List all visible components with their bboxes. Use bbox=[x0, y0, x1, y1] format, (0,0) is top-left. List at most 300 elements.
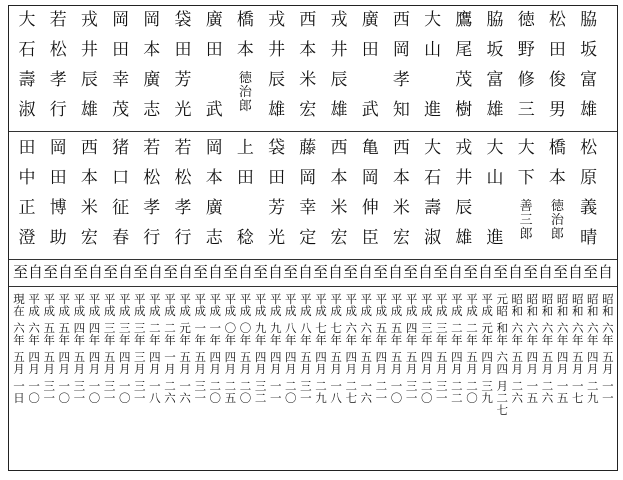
name-cell bbox=[299, 72, 316, 102]
name-cell bbox=[175, 12, 192, 42]
date-char: 年 bbox=[436, 333, 448, 347]
date-column bbox=[601, 294, 615, 405]
date-char: 三 bbox=[194, 379, 206, 393]
date-char: 年 bbox=[13, 333, 25, 347]
names-lower-column bbox=[235, 140, 255, 260]
date-char: 成 bbox=[28, 304, 40, 318]
date-column bbox=[103, 294, 117, 405]
name-char: 光 bbox=[268, 228, 286, 248]
date-column bbox=[239, 294, 253, 405]
date-char: 一 bbox=[149, 379, 161, 393]
name-cell bbox=[19, 42, 36, 72]
name-cell bbox=[206, 42, 223, 72]
date-char: 年 bbox=[330, 333, 342, 347]
name-cell bbox=[299, 102, 316, 132]
date-char: 月 bbox=[420, 362, 433, 376]
date-column bbox=[435, 294, 449, 405]
name-cell bbox=[268, 12, 285, 42]
names-upper-column bbox=[391, 12, 411, 132]
date-char: 年 bbox=[360, 333, 373, 347]
date-char: 五 bbox=[224, 391, 237, 405]
date-char: 六 bbox=[179, 391, 191, 405]
name-cell bbox=[518, 102, 535, 132]
date-char: 五 bbox=[300, 350, 312, 364]
name-cell bbox=[19, 200, 36, 230]
date-char: 五 bbox=[43, 321, 55, 335]
name-cell bbox=[424, 200, 441, 230]
name-char: 淑 bbox=[424, 228, 442, 248]
name-cell bbox=[549, 102, 566, 132]
name-char: 本 bbox=[299, 40, 317, 60]
date-char: 平 bbox=[164, 292, 176, 306]
date-char: 平 bbox=[269, 292, 282, 306]
date-char: 年 bbox=[149, 333, 161, 347]
officer-history-table bbox=[8, 5, 618, 471]
name-cell bbox=[580, 42, 597, 72]
date-char: 平 bbox=[345, 292, 357, 306]
name-cell bbox=[331, 72, 348, 102]
name-cell bbox=[549, 12, 566, 42]
date-char: 一 bbox=[602, 379, 614, 393]
name-char: 男 bbox=[548, 100, 566, 120]
date-char: 年 bbox=[103, 333, 116, 347]
date-char: 五 bbox=[541, 350, 554, 364]
name-char: 孝 bbox=[143, 198, 161, 218]
date-char: 五 bbox=[602, 350, 614, 364]
date-char: 平 bbox=[330, 292, 342, 306]
date-char: 成 bbox=[73, 304, 86, 318]
name-cell bbox=[175, 140, 192, 170]
name-cell bbox=[206, 200, 223, 230]
date-char: 月 bbox=[164, 362, 176, 376]
date-char: 月 bbox=[330, 362, 342, 376]
name-cell bbox=[362, 170, 379, 200]
date-char: 六 bbox=[28, 321, 40, 335]
name-char: 橋 bbox=[548, 138, 566, 158]
names-lower-column bbox=[547, 140, 567, 260]
date-char: 二 bbox=[209, 379, 222, 393]
name-char: 米 bbox=[330, 198, 348, 218]
names-upper-column bbox=[111, 12, 131, 132]
name-char: 松 bbox=[174, 168, 192, 188]
date-char: 成 bbox=[375, 304, 388, 318]
name-char: 廣 bbox=[361, 10, 379, 30]
date-char: 二 bbox=[511, 379, 524, 393]
date-column bbox=[223, 294, 237, 405]
date-char: 四 bbox=[315, 350, 327, 364]
name-char: 田 bbox=[112, 40, 130, 60]
name-cell bbox=[580, 140, 597, 170]
name-cell bbox=[393, 230, 410, 260]
date-char: 平 bbox=[43, 292, 55, 306]
names-upper-column bbox=[235, 12, 255, 132]
name-char: 大 bbox=[424, 138, 442, 158]
date-char: 成 bbox=[149, 304, 161, 318]
date-column bbox=[163, 294, 177, 405]
name-cell bbox=[81, 200, 98, 230]
names-lower-column bbox=[579, 140, 599, 260]
name-char: 井 bbox=[268, 40, 286, 60]
name-cell bbox=[50, 200, 67, 230]
name-cell bbox=[268, 200, 285, 230]
name-char: 西 bbox=[299, 10, 317, 30]
date-char: 成 bbox=[224, 304, 237, 318]
date-char: 四 bbox=[73, 321, 86, 335]
date-char: 年 bbox=[254, 333, 267, 347]
date-char: 成 bbox=[254, 304, 267, 318]
date-char: 平 bbox=[360, 292, 373, 306]
date-char: 一 bbox=[73, 391, 86, 405]
date-char: 一 bbox=[375, 391, 388, 405]
date-column bbox=[193, 294, 207, 405]
date-char: 二 bbox=[451, 391, 463, 405]
names-lower-column bbox=[111, 140, 131, 260]
date-char: 元 bbox=[179, 321, 191, 335]
date-column bbox=[556, 294, 570, 405]
name-char: 雄 bbox=[268, 100, 286, 120]
name-cell bbox=[455, 200, 472, 230]
name-char: 本 bbox=[80, 168, 98, 188]
date-char: 一 bbox=[28, 379, 40, 393]
date-char: 二 bbox=[239, 379, 252, 393]
date-char: 〇 bbox=[466, 391, 478, 405]
date-char: 三 bbox=[300, 379, 312, 393]
date-char: 一 bbox=[405, 391, 418, 405]
name-char: 石 bbox=[18, 40, 36, 60]
name-char: 郎 bbox=[550, 227, 564, 242]
date-char: 昭 bbox=[571, 292, 584, 306]
name-cell bbox=[580, 102, 597, 132]
name-cell bbox=[299, 170, 316, 200]
date-char: 七 bbox=[571, 391, 584, 405]
date-column bbox=[208, 294, 222, 405]
date-char: 三 bbox=[405, 379, 418, 393]
name-cell bbox=[580, 230, 597, 260]
date-char: 九 bbox=[587, 391, 599, 405]
date-char: 年 bbox=[496, 333, 508, 347]
name-cell bbox=[487, 140, 504, 170]
date-char: 和 bbox=[511, 304, 524, 318]
name-char: 本 bbox=[143, 40, 161, 60]
date-char: 七 bbox=[345, 391, 357, 405]
date-char: 成 bbox=[118, 304, 131, 318]
name-char: 宏 bbox=[330, 228, 348, 248]
name-cell bbox=[50, 72, 67, 102]
date-char: 五 bbox=[390, 350, 403, 364]
date-char: 和 bbox=[541, 304, 554, 318]
date-char: 一 bbox=[556, 379, 569, 393]
date-char: 昭 bbox=[587, 292, 599, 306]
name-char: 田 bbox=[174, 40, 192, 60]
date-char: 成 bbox=[405, 304, 418, 318]
date-char: 三 bbox=[43, 379, 55, 393]
name-char: 富 bbox=[486, 70, 504, 90]
date-char: 四 bbox=[587, 350, 599, 364]
name-char: 田 bbox=[268, 168, 286, 188]
date-char: 月 bbox=[360, 362, 373, 376]
date-char: 成 bbox=[88, 304, 101, 318]
date-char: 五 bbox=[436, 350, 448, 364]
date-char: 年 bbox=[134, 333, 146, 347]
name-char: 三 bbox=[519, 213, 533, 228]
name-char: 石 bbox=[424, 168, 442, 188]
date-char: 四 bbox=[496, 362, 508, 376]
name-char: 松 bbox=[49, 40, 67, 60]
date-char: 月 bbox=[541, 362, 554, 376]
date-char: 年 bbox=[179, 333, 191, 347]
name-char: 坂 bbox=[580, 40, 598, 60]
name-char: 茂 bbox=[455, 70, 473, 90]
date-char: 平 bbox=[315, 292, 327, 306]
name-char: 袋 bbox=[174, 10, 192, 30]
date-char: 九 bbox=[481, 391, 493, 405]
name-cell bbox=[206, 140, 223, 170]
name-cell bbox=[206, 230, 223, 260]
name-cell bbox=[393, 12, 410, 42]
name-cell bbox=[455, 170, 472, 200]
name-cell bbox=[81, 230, 98, 260]
name-cell bbox=[331, 140, 348, 170]
date-column bbox=[284, 294, 298, 405]
date-char: 年 bbox=[285, 333, 297, 347]
name-char: 岡 bbox=[299, 168, 317, 188]
date-char: 年 bbox=[571, 333, 584, 347]
name-char: 岡 bbox=[143, 10, 161, 30]
name-cell bbox=[299, 140, 316, 170]
name-cell bbox=[362, 140, 379, 170]
names-upper-column bbox=[547, 12, 567, 132]
name-cell bbox=[362, 12, 379, 42]
date-char: 月 bbox=[436, 362, 448, 376]
date-column bbox=[42, 294, 56, 405]
date-char: 成 bbox=[134, 304, 146, 318]
date-char: 四 bbox=[254, 350, 267, 364]
name-char: 亀 bbox=[361, 138, 379, 158]
date-char: 平 bbox=[134, 292, 146, 306]
name-char: 西 bbox=[392, 10, 410, 30]
name-cell bbox=[299, 12, 316, 42]
name-char: 三 bbox=[517, 100, 535, 120]
date-column bbox=[57, 294, 71, 405]
date-char: 二 bbox=[451, 379, 463, 393]
date-char: 和 bbox=[571, 304, 584, 318]
name-cell bbox=[393, 42, 410, 72]
name-char: 正 bbox=[18, 198, 36, 218]
name-cell bbox=[206, 102, 223, 132]
name-cell bbox=[299, 200, 316, 230]
names-upper-column bbox=[454, 12, 474, 132]
date-column bbox=[329, 294, 343, 405]
date-char: 六 bbox=[511, 391, 524, 405]
names-upper-column bbox=[267, 12, 287, 132]
date-char: 一 bbox=[179, 379, 191, 393]
date-char: 成 bbox=[285, 304, 297, 318]
date-char: 四 bbox=[285, 350, 297, 364]
name-cell bbox=[50, 170, 67, 200]
name-cell bbox=[268, 72, 285, 102]
name-cell bbox=[112, 230, 129, 260]
date-char: 月 bbox=[587, 362, 599, 376]
date-char: 四 bbox=[149, 350, 161, 364]
date-char: 平 bbox=[118, 292, 131, 306]
name-char: 幸 bbox=[112, 70, 130, 90]
name-char: 脇 bbox=[486, 10, 504, 30]
name-char: 若 bbox=[49, 10, 67, 30]
name-char: 井 bbox=[455, 168, 473, 188]
name-cell bbox=[518, 140, 535, 170]
date-char: 二 bbox=[164, 379, 176, 393]
name-cell bbox=[143, 170, 160, 200]
date-char: 八 bbox=[300, 321, 312, 335]
name-cell bbox=[237, 140, 254, 170]
date-char: 五 bbox=[103, 350, 116, 364]
date-char: 九 bbox=[269, 321, 282, 335]
name-cell bbox=[518, 12, 535, 42]
name-char: 武 bbox=[361, 100, 379, 120]
date-char: 年 bbox=[451, 333, 463, 347]
date-char: 七 bbox=[315, 321, 327, 335]
date-char: 月 bbox=[58, 362, 71, 376]
date-char: 六 bbox=[360, 391, 373, 405]
date-char: 三 bbox=[134, 379, 146, 393]
name-cell bbox=[393, 170, 410, 200]
date-char: 成 bbox=[330, 304, 342, 318]
date-char: 和 bbox=[556, 304, 569, 318]
date-char: 五 bbox=[179, 350, 191, 364]
name-char: 臣 bbox=[361, 228, 379, 248]
name-cell bbox=[393, 140, 410, 170]
name-char: 脇 bbox=[580, 10, 598, 30]
divider-3 bbox=[9, 286, 617, 287]
date-char: 月 bbox=[481, 362, 493, 376]
date-char: 月 bbox=[13, 362, 25, 376]
date-char: 月 bbox=[300, 362, 312, 376]
date-char: 年 bbox=[43, 333, 55, 347]
date-char: 八 bbox=[285, 321, 297, 335]
names-lower-column bbox=[17, 140, 37, 260]
date-char: 和 bbox=[496, 321, 508, 335]
date-char: 四 bbox=[481, 350, 493, 364]
date-char: 月 bbox=[602, 362, 614, 376]
name-char: 春 bbox=[112, 228, 130, 248]
date-char: 現 bbox=[13, 292, 25, 306]
date-char: 〇 bbox=[88, 391, 101, 405]
date-char: 二 bbox=[254, 391, 267, 405]
date-char: 四 bbox=[209, 350, 222, 364]
date-char: 六 bbox=[13, 321, 25, 335]
date-char: 年 bbox=[164, 333, 176, 347]
name-char: 岡 bbox=[361, 168, 379, 188]
date-char: 平 bbox=[88, 292, 101, 306]
names-lower-column bbox=[454, 140, 474, 260]
name-char: 松 bbox=[548, 10, 566, 30]
date-char: 五 bbox=[556, 391, 569, 405]
date-char: 八 bbox=[149, 391, 161, 405]
names-lower-column bbox=[423, 140, 443, 260]
name-cell bbox=[268, 140, 285, 170]
date-column bbox=[390, 294, 404, 405]
name-cell bbox=[362, 230, 379, 260]
names-lower-column bbox=[485, 140, 505, 260]
names-lower-column bbox=[329, 140, 349, 260]
name-char: 袋 bbox=[268, 138, 286, 158]
names-upper-column bbox=[516, 12, 536, 132]
name-char: 若 bbox=[143, 138, 161, 158]
name-cell bbox=[81, 42, 98, 72]
date-char: 月 bbox=[224, 362, 237, 376]
date-char: 平 bbox=[375, 292, 388, 306]
name-cell bbox=[487, 102, 504, 132]
date-char: 年 bbox=[239, 333, 252, 347]
name-cell bbox=[206, 170, 223, 200]
date-char: 一 bbox=[526, 379, 539, 393]
names-lower-column bbox=[142, 140, 162, 260]
name-char: 幸 bbox=[299, 198, 317, 218]
name-char: 岡 bbox=[205, 138, 223, 158]
name-cell bbox=[393, 200, 410, 230]
date-char: 年 bbox=[375, 333, 388, 347]
name-char: 田 bbox=[205, 40, 223, 60]
name-cell bbox=[362, 200, 379, 230]
date-char: 一 bbox=[103, 391, 116, 405]
date-char: 月 bbox=[179, 362, 191, 376]
name-char: 山 bbox=[486, 168, 504, 188]
date-column bbox=[450, 294, 464, 405]
date-char: 一 bbox=[58, 379, 71, 393]
name-cell bbox=[112, 12, 129, 42]
date-char: 月 bbox=[254, 362, 267, 376]
name-char: 辰 bbox=[455, 198, 473, 218]
name-char: 辰 bbox=[268, 70, 286, 90]
date-char: 月 bbox=[209, 362, 222, 376]
date-char: 年 bbox=[73, 333, 86, 347]
name-cell bbox=[487, 12, 504, 42]
date-char: 〇 bbox=[239, 391, 252, 405]
name-cell bbox=[424, 230, 441, 260]
name-cell bbox=[299, 230, 316, 260]
name-cell bbox=[206, 12, 223, 42]
date-char: 月 bbox=[451, 362, 463, 376]
date-char: 成 bbox=[345, 304, 357, 318]
name-cell bbox=[331, 12, 348, 42]
name-cell bbox=[239, 72, 252, 132]
name-cell bbox=[143, 72, 160, 102]
name-cell bbox=[424, 102, 441, 132]
name-char: 修 bbox=[517, 70, 535, 90]
name-cell bbox=[237, 42, 254, 72]
date-char: 月 bbox=[315, 362, 327, 376]
name-char: 大 bbox=[517, 138, 535, 158]
date-char: 三 bbox=[134, 321, 146, 335]
name-char: 本 bbox=[330, 168, 348, 188]
name-char: 戎 bbox=[268, 10, 286, 30]
date-char: 九 bbox=[315, 391, 327, 405]
date-char: 六 bbox=[571, 321, 584, 335]
date-column bbox=[359, 294, 373, 405]
names-upper-column bbox=[579, 12, 599, 132]
date-char: 四 bbox=[451, 350, 463, 364]
names-lower-column bbox=[267, 140, 287, 260]
date-char: 月 bbox=[28, 362, 40, 376]
date-char: 五 bbox=[405, 350, 418, 364]
name-char: 淑 bbox=[18, 100, 36, 120]
name-cell bbox=[175, 102, 192, 132]
name-char: 壽 bbox=[18, 70, 36, 90]
date-char: 五 bbox=[360, 350, 373, 364]
date-char: 年 bbox=[315, 333, 327, 347]
date-char: 六 bbox=[541, 391, 554, 405]
name-char: 郎 bbox=[238, 99, 252, 114]
